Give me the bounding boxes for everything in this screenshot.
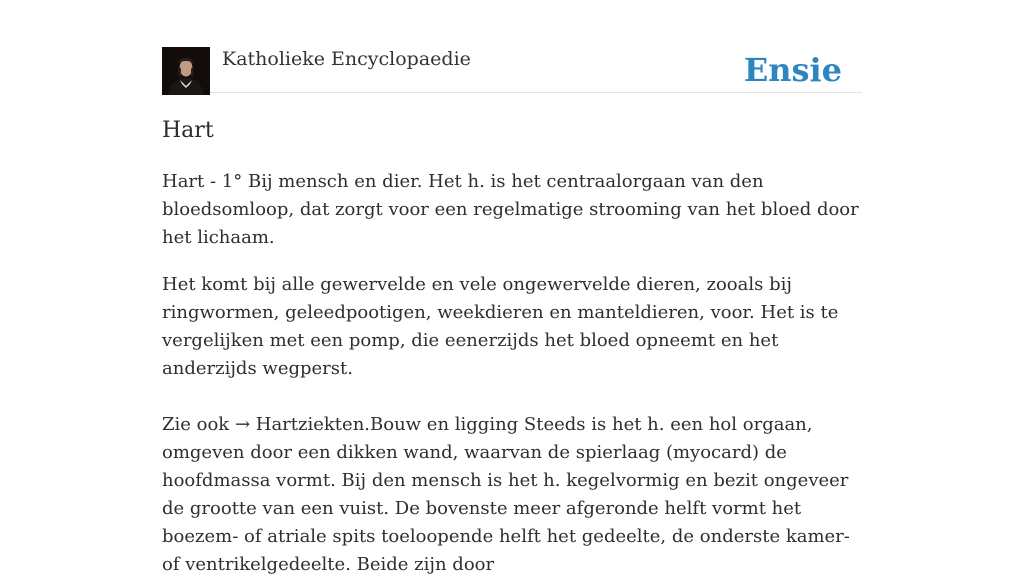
brand-logo[interactable]: Ensie (743, 51, 842, 89)
avatar[interactable] (162, 47, 210, 95)
article-body (162, 168, 862, 579)
source-name[interactable]: Katholieke Encyclopaedie (222, 48, 471, 70)
article-title: Hart (162, 118, 214, 143)
article-paragraph: Het komt bij alle gewervelde en vele ongewervelde dieren, zooals bij ringwormen, geleedpootigen, weekdieren en manteldieren, voor. Het is te vergelijken met een pomp, die eenerzijds het bloed opneemt en het anderzijds wegperst. (162, 274, 839, 379)
article-paragraph: Hart - 1° Bij mensch en dier. Het h. is het centraalorgaan van den bloedsomloop, dat zorgt voor een regelmatige strooming van het bloed door het lichaam. (162, 171, 859, 248)
article-paragraph: Zie ook → Hartziekten.Bouw en ligging Steeds is het h. een hol orgaan, omgeven door een dikken wand, waarvan de spierlaag (myocard) de hoofdmassa vormt. Bij den mensch is het h. kegelvormig en bezit ongeveer de grootte van een vuist. De bovenste meer afgeronde helft vormt het boezem- of atriale spits toeloopende helft het gedeelte, de onderste kamer- of ventrikelgedeelte. Beide zijn door (162, 414, 850, 575)
header (162, 46, 862, 93)
portrait-avatar-icon (162, 47, 210, 95)
